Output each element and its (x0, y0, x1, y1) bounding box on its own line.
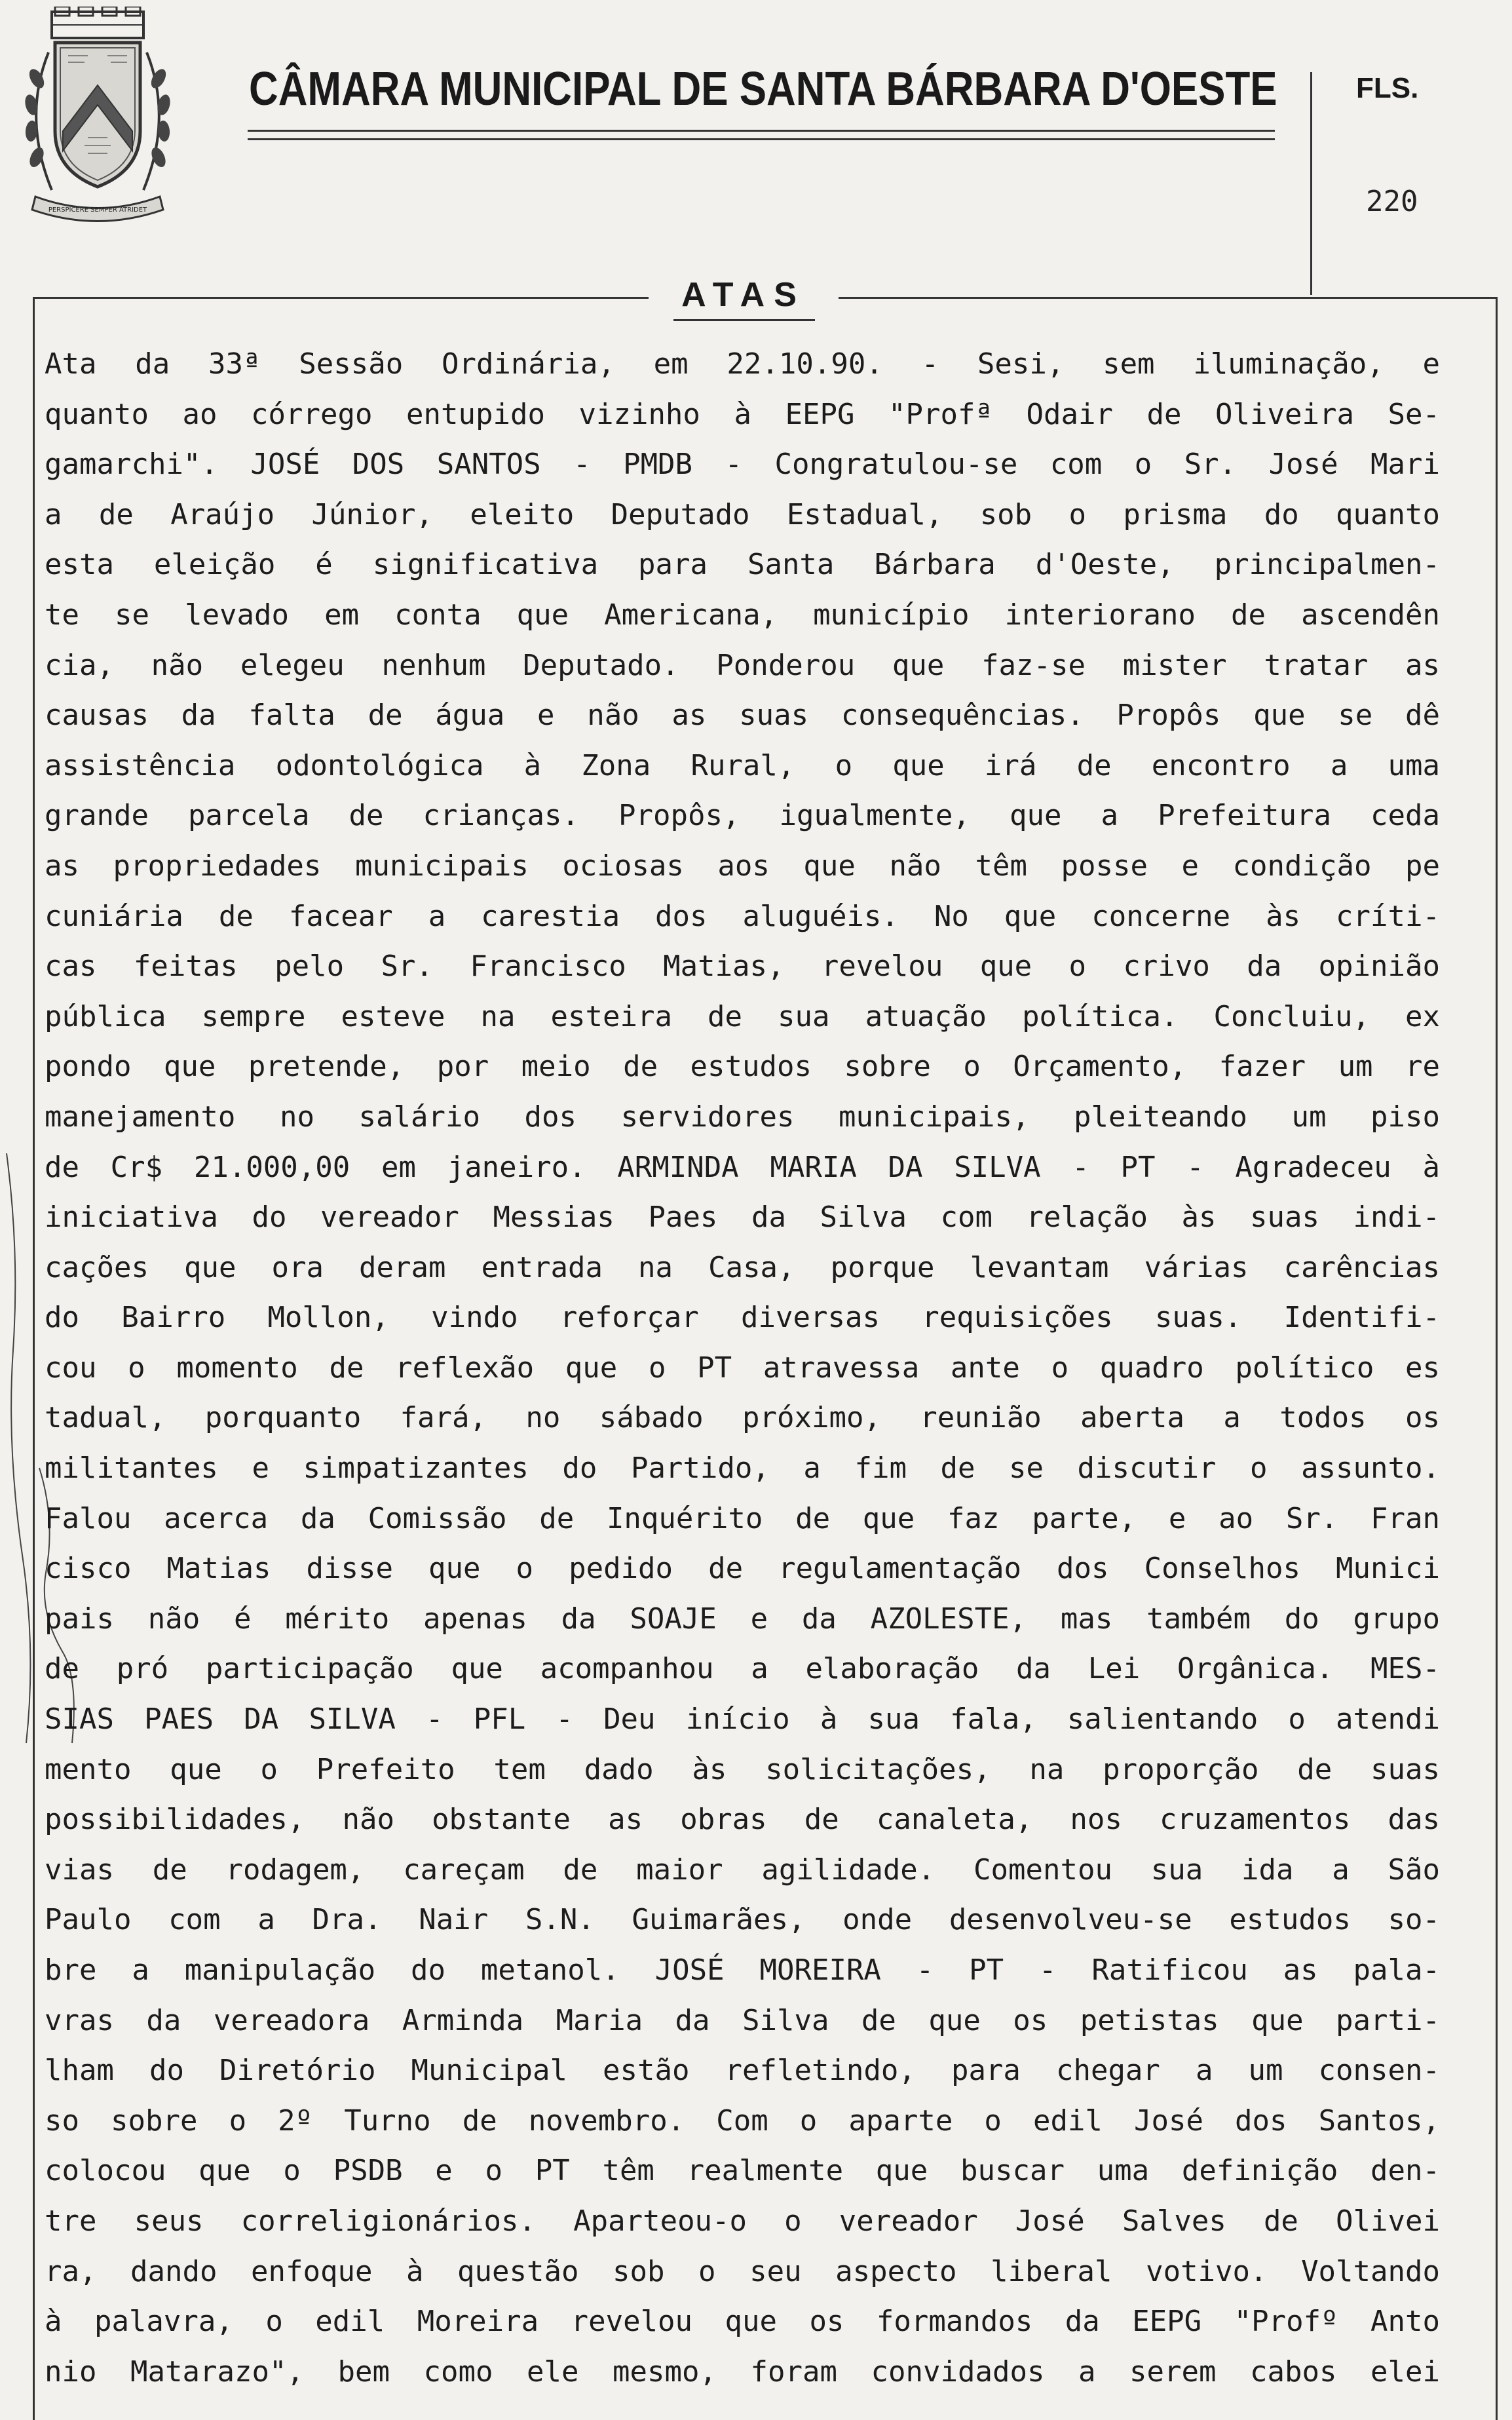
text-line: do Bairro Mollon, vindo reforçar diversas requisições suas. Identifi- (45, 1301, 1440, 1335)
text-line: possibilidades, não obstante as obras de canaleta, nos cruzamentos das (45, 1803, 1440, 1837)
text-line: de pró participação que acompanhou a elaboração da Lei Orgânica. MES- (45, 1652, 1440, 1686)
crest-motto: PERSPICERE SEMPER ATRIDET (48, 206, 147, 214)
text-line: vias de rodagem, careçam de maior agilidade. Comentou sua ida a São (45, 1853, 1440, 1887)
text-line: ra, dando enfoque à questão sob o seu aspecto liberal votivo. Voltando (45, 2254, 1440, 2288)
section-title: ATAS (681, 276, 806, 314)
text-line: cou o momento de reflexão que o PT atravessa ante o quadro político es (45, 1351, 1440, 1385)
header-rule (248, 130, 1275, 140)
text-line: SIAS PAES DA SILVA - PFL - Deu início à sua fala, salientando o atendi (45, 1702, 1440, 1737)
text-line: Ata da 33ª Sessão Ordinária, em 22.10.90. - Sesi, sem iluminação, e (45, 347, 1440, 381)
text-line: te se levado em conta que Americana, município interiorano de ascendên (45, 598, 1440, 632)
folio-label: FLS. (1356, 72, 1419, 104)
text-line: manejamento no salário dos servidores municipais, pleiteando um piso (45, 1100, 1440, 1134)
text-line: Paulo com a Dra. Nair S.N. Guimarães, onde desenvolveu-se estudos so- (45, 1903, 1440, 1937)
text-line: colocou que o PSDB e o PT têm realmente que buscar uma definição den- (45, 2154, 1440, 2188)
folio-number: 220 (1366, 185, 1418, 218)
text-line: grande parcela de crianças. Propôs, igualmente, que a Prefeitura ceda (45, 799, 1440, 833)
municipal-crest-icon (22, 7, 173, 223)
text-line: pondo que pretende, por meio de estudos sobre o Orçamento, fazer um re (45, 1050, 1440, 1084)
header-divider (1310, 72, 1312, 295)
text-line: pais não é mérito apenas da SOAJE e da AZOLESTE, mas também do grupo (45, 1602, 1440, 1636)
text-line: nio Matarazo", bem como ele mesmo, foram convidados a serem cabos elei (45, 2354, 1440, 2389)
text-line: esta eleição é significativa para Santa Bárbara d'Oeste, principalmen- (45, 548, 1440, 582)
text-line: cas feitas pelo Sr. Francisco Matias, revelou que o crivo da opinião (45, 950, 1440, 984)
text-line: cisco Matias disse que o pedido de regulamentação dos Conselhos Munici (45, 1552, 1440, 1586)
minutes-text (45, 339, 1440, 2397)
text-line: cações que ora deram entrada na Casa, porque levantam várias carências (45, 1250, 1440, 1284)
text-line: mento que o Prefeito tem dado às solicitações, na proporção de suas (45, 1752, 1440, 1786)
text-line: tadual, porquanto fará, no sábado próximo, reunião aberta a todos os (45, 1401, 1440, 1435)
text-line: iniciativa do vereador Messias Paes da Silva com relação às suas indi- (45, 1200, 1440, 1235)
text-line: gamarchi". JOSÉ DOS SANTOS - PMDB - Congratulou-se com o Sr. José Mari (45, 448, 1440, 482)
text-line: cuniária de facear a carestia dos aluguéis. No que concerne às críti- (45, 899, 1440, 933)
text-line: vras da vereadora Arminda Maria da Silva de que os petistas que parti- (45, 2003, 1440, 2037)
text-line: à palavra, o edil Moreira revelou que os formandos da EEPG "Profº Anto (45, 2305, 1440, 2339)
text-line: quanto ao córrego entupido vizinho à EEPG "Profª Odair de Oliveira Se- (45, 397, 1440, 431)
text-line: militantes e simpatizantes do Partido, a fim de se discutir o assunto. (45, 1451, 1440, 1486)
organization-name: CÂMARA MUNICIPAL DE SANTA BÁRBARA D'OESTE (249, 63, 1277, 115)
text-line: so sobre o 2º Turno de novembro. Com o aparte o edil José dos Santos, (45, 2103, 1440, 2138)
text-line: causas da falta de água e não as suas consequências. Propôs que se dê (45, 699, 1440, 733)
text-line: Falou acerca da Comissão de Inquérito de que faz parte, e ao Sr. Fran (45, 1501, 1440, 1535)
text-line: a de Araújo Júnior, eleito Deputado Estadual, sob o prisma do quanto (45, 497, 1440, 531)
text-line: de Cr$ 21.000,00 em janeiro. ARMINDA MARIA DA SILVA - PT - Agradeceu à (45, 1150, 1440, 1184)
text-line: lham do Diretório Municipal estão refletindo, para chegar a um consen- (45, 2054, 1440, 2088)
text-line: pública sempre esteve na esteira de sua atuação política. Concluiu, ex (45, 999, 1440, 1033)
text-line: as propriedades municipais ociosas aos que não têm posse e condição pe (45, 849, 1440, 883)
text-line: assistência odontológica à Zona Rural, o que irá de encontro a uma (45, 748, 1440, 782)
text-line: tre seus correligionários. Aparteou-o o vereador José Salves de Olivei (45, 2204, 1440, 2238)
text-line: cia, não elegeu nenhum Deputado. Ponderou que faz-se mister tratar as (45, 648, 1440, 682)
text-line: bre a manipulação do metanol. JOSÉ MOREIRA - PT - Ratificou as pala- (45, 1953, 1440, 1987)
